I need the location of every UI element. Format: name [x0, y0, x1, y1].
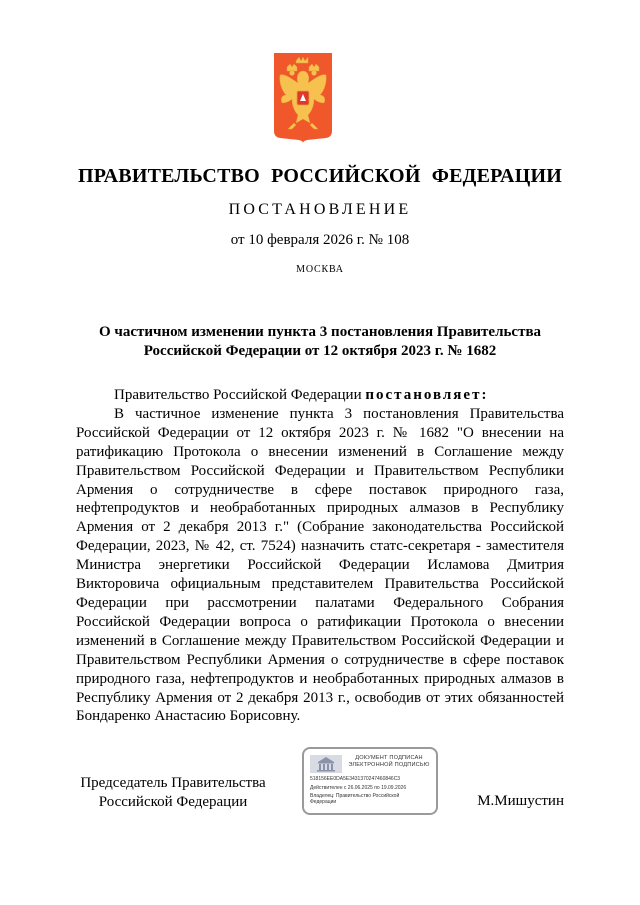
- document-date-number: от 10 февраля 2026 г. № 108: [230, 232, 410, 248]
- document-subject: [80, 323, 560, 361]
- subject-line-2: Российской Федерации от 12 октября 2023 г. № 1682: [143, 343, 497, 359]
- russian-coat-of-arms-icon: [274, 53, 332, 143]
- electronic-signature-stamp: [302, 747, 438, 815]
- stamp-heading-line-1: ДОКУМЕНТ ПОДПИСАН: [355, 755, 423, 761]
- document-body: [76, 386, 564, 726]
- position-line-2: Российской Федерации: [98, 794, 248, 810]
- stamp-validity: Действителен с 26.06.2025 по 19.09.2026: [310, 785, 407, 791]
- subject-line-1: О частичном изменении пункта 3 постановления Правительства: [98, 324, 542, 340]
- intro-paragraph: [76, 386, 564, 405]
- government-title: ПРАВИТЕЛЬСТВО РОССИЙСКОЙ ФЕДЕРАЦИИ: [78, 165, 562, 187]
- signatory-position: [76, 774, 270, 812]
- stamp-owner-line-2: Федерации: [310, 799, 337, 805]
- stamp-owner-line-1: Владелец: Правительство Российской: [310, 793, 400, 799]
- stamp-heading-line-2: ЭЛЕКТРОННОЙ ПОДПИСЬЮ: [348, 762, 430, 768]
- government-building-icon: [310, 755, 342, 773]
- document-city: МОСКВА: [296, 264, 344, 275]
- document-type: ПОСТАНОВЛЕНИЕ: [228, 201, 412, 218]
- stamp-heading: [346, 755, 432, 769]
- signatory-name: М.Мишустин: [477, 793, 564, 809]
- intro-text: Правительство Российской Федерации: [114, 387, 366, 403]
- position-line-1: Председатель Правительства: [80, 775, 266, 791]
- stamp-certificate: 518156EE0DA5E3431370247460846C3: [310, 776, 401, 782]
- resolves-word: постановляет:: [365, 387, 489, 403]
- main-paragraph: В частичное изменение пункта 3 постановления Правительства Российской Федерации от 12 октября 2023 г. № 1682 "О внесении на ратификацию Протокола о внесении изменений в Соглашение между Правительством Российской Федерации и Правительством Республики Армения о сотрудничестве в сфере поставок природного газа, нефтепродуктов и необработанных природных алмазов в Республику Армения от 2 декабря 2013 г." (Собрание законодательства Российской Федерации, 2023, № 42, ст. 7524) назначить статс-секретаря - заместителя Министра энергетики Российской Федерации Исламова Дмитрия Викторовича официальным представителем Правительства Российской Федерации при рассмотрении палатами Федерального Собрания Российской Федерации вопроса о ратификации Протокола о внесении изменений в Соглашение между Правительством Российской Федерации и Правительством Республики Армения о сотрудничестве в сфере поставок природного газа, нефтепродуктов и необработанных природных алмазов в Республику Армения от 2 декабря 2013 г., освободив от этих обязанностей Бондаренко Анастасию Борисовну.: [76, 405, 564, 725]
